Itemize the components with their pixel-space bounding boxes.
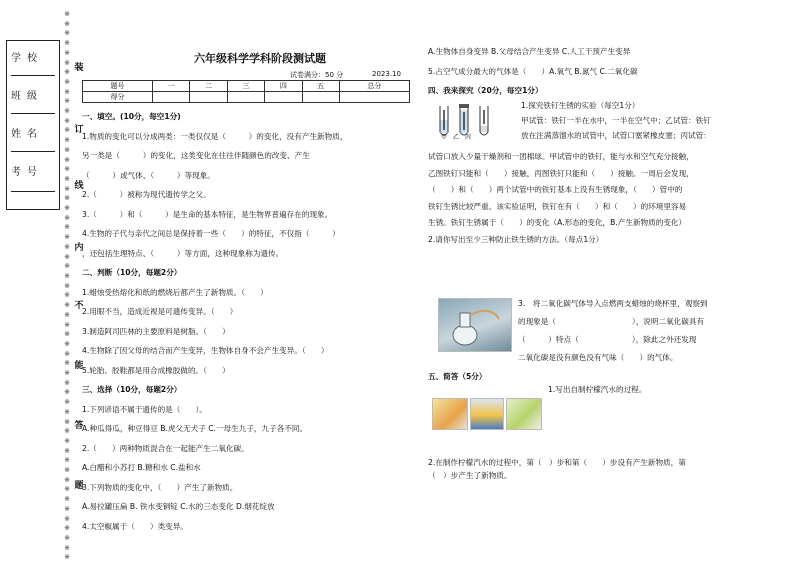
binding-star: ※ <box>64 252 70 261</box>
binding-star: ※ <box>64 194 70 203</box>
score-table-cell: 四 <box>265 81 302 92</box>
binding-star: ※ <box>64 10 70 18</box>
binding-star: ※ <box>64 504 70 513</box>
score-table-cell: 五 <box>302 81 339 92</box>
binding-star: ※ <box>64 417 70 426</box>
class-label: 班级 <box>11 91 43 102</box>
text-line: 2.用眼不当，造成近视是可遗传变异。（ ） <box>82 307 238 316</box>
text-line: 2.请你写出至少三种防止铁生锈的方法。（每点1分） <box>428 234 604 244</box>
binding-star: ※ <box>64 116 70 125</box>
binding-star: ※ <box>64 48 70 57</box>
school-field[interactable] <box>11 75 55 76</box>
text-line: 1.下列谚语不属于遗传的是（ ）。 <box>82 404 207 414</box>
binding-star: ※ <box>64 369 70 378</box>
binding-star: ※ <box>64 466 70 475</box>
exam-title: 六年级科学学科阶段测试题 <box>194 52 326 65</box>
text-line: 另一类是（ ）的变化，这类变化在往往伴随颜色的改变、产生 <box>82 151 310 160</box>
lemonade-photo-1 <box>432 398 468 430</box>
binding-char: 不 <box>74 301 84 311</box>
binding-star: ※ <box>64 553 70 562</box>
binding-star: ※ <box>64 310 70 319</box>
binding-star: ※ <box>64 281 70 290</box>
binding-star: ※ <box>64 291 70 300</box>
text-line: （ ）和（ ）两个试管中的铁钉基本上没有生锈现象，（ ）管中的 <box>428 185 683 194</box>
text-line: 生锈。铁钉生锈属于（ ）的变化（A.形态的变化，B.产生新物质的变化） <box>428 218 687 227</box>
text-line: A.生物体自身变异 B.父母结合产生变异 C.人工干预产生变异 <box>428 47 631 56</box>
text-line: 4.生物的子代与亲代之间总是保持着一些（ ）的特征，不仅指（ ） <box>82 229 340 238</box>
binding-star: ※ <box>64 233 70 242</box>
text-line: 1.探究铁钉生锈的实验（每空1分） <box>521 101 640 110</box>
text-line: 4.太空椒属于（ ）类变异。 <box>82 521 188 531</box>
text-line: 甲试管：铁钉一半在水中，一半在空气中；乙试管：铁钉 <box>521 116 711 125</box>
binding-star: ※ <box>64 204 70 213</box>
binding-star: ※ <box>64 349 70 358</box>
exam-number-label: 考号 <box>11 167 43 178</box>
text-line: 试管口放入少量干燥剂和一团棉球。甲试管中的铁钉，能与水和空气充分接触， <box>428 152 694 161</box>
score-input-cell[interactable] <box>227 92 264 103</box>
text-line: 1.蜡烛受热熔化和纸的燃烧后都产生了新物质。（ ） <box>82 287 268 297</box>
binding-star: ※ <box>64 136 70 145</box>
binding-char: 订 <box>74 125 84 135</box>
binding-star: ※ <box>64 407 70 416</box>
binding-char: 装 <box>74 63 84 73</box>
exam-date: 2023.10 <box>372 70 401 78</box>
binding-star: ※ <box>64 543 70 552</box>
binding-star: ※ <box>64 87 70 96</box>
text-line: A.种瓜得瓜，种豆得豆 B.虎父无犬子 C.一母生九子，九子各不同。 <box>82 424 308 433</box>
tube-labels: 甲 乙 丙 <box>441 134 472 141</box>
student-info-box <box>6 40 60 210</box>
binding-star: ※ <box>64 398 70 407</box>
text-line: 的现象是（ ），说明二氧化碳具有 <box>518 317 705 326</box>
score-table-cell: 二 <box>190 81 227 92</box>
binding-star: ※ <box>64 29 70 38</box>
text-line: A.易拉罐压扁 B. 铁水变铜锭 C.水的三态变化 D.烟花绽放 <box>82 502 275 511</box>
score-table-cell: 得分 <box>83 92 153 103</box>
binding-star: ※ <box>64 514 70 523</box>
binding-star: ※ <box>64 301 70 310</box>
binding-star: ※ <box>64 485 70 494</box>
binding-star: ※ <box>64 126 70 135</box>
binding-star: ※ <box>64 184 70 193</box>
section-5-heading: 五、简答（5分） <box>428 372 487 381</box>
binding-star: ※ <box>64 427 70 436</box>
binding-star: ※ <box>64 475 70 484</box>
score-input-cell[interactable] <box>302 92 339 103</box>
exam-number-field[interactable] <box>11 191 55 192</box>
binding-star: ※ <box>64 174 70 183</box>
text-line: 1.物质的变化可以分成两类：一类仅仅是（ ）的变化，没有产生新物质， <box>82 131 348 141</box>
binding-star: ※ <box>64 495 70 504</box>
binding-char: 线 <box>74 181 84 191</box>
school-label: 学校 <box>11 53 43 64</box>
text-line: 3.下列物质的变化中，（ ）产生了新物质。 <box>82 482 238 492</box>
text-line: 铁钉生锈比较严重。该实验证明，铁钉在有（ ）和（ ）的环境里容易 <box>428 201 687 211</box>
binding-star: ※ <box>64 262 70 271</box>
text-line: 一、填空。(10分，每空1分) <box>82 112 181 121</box>
beaker-icon <box>439 299 511 351</box>
binding-star: ※ <box>64 223 70 232</box>
score-table-score-row <box>83 92 410 103</box>
text-line: （ ）或气体、（ ）等现象。 <box>82 170 215 180</box>
lemonade-photo-2 <box>470 398 504 430</box>
binding-star: ※ <box>64 271 70 280</box>
binding-char: 答 <box>74 421 84 431</box>
text-line: A.白醋和小苏打 B.糖和水 C.盐和水 <box>82 463 201 472</box>
text-line: 乙图铁钉只能和（ ）接触，丙图铁钉只能和（ ）接触。一周后会发现， <box>428 168 694 178</box>
text-line: （ ）步产生了新物质。 <box>428 471 512 480</box>
text-line: ，还包括生理特点、（ ）等方面，这种现象称为遗传。 <box>82 248 284 258</box>
text-line: 2.（ ）两种物质混合在一起能产生二氧化碳。 <box>82 443 249 453</box>
score-input-cell[interactable] <box>153 92 190 103</box>
text-line: 3. 将二氧化碳气体导入点燃两支蜡烛的烧杯里，观察到 <box>518 299 708 308</box>
text-line: 5.轮胎、胶鞋都是用合成橡胶做的。（ ） <box>82 365 230 375</box>
binding-star: ※ <box>64 213 70 222</box>
co2-experiment-photo <box>438 298 512 352</box>
binding-char: 题 <box>74 481 84 491</box>
score-table-cell: 总分 <box>339 81 409 92</box>
binding-star: ※ <box>64 378 70 387</box>
binding-star: ※ <box>64 330 70 339</box>
text-line: 2.（ ）被称为现代遗传学之父。 <box>82 190 211 199</box>
binding-star: ※ <box>64 165 70 174</box>
lemonade-photo-3 <box>506 398 542 430</box>
class-field[interactable] <box>11 113 55 114</box>
score-input-cell[interactable] <box>265 92 302 103</box>
text-line: 4.生物除了因父母的结合而产生变异，生物体自身不会产生变异。（ ） <box>82 346 329 355</box>
binding-star: ※ <box>64 320 70 329</box>
text-line: 放在注满蒸馏水的试管中，试管口塞紧橡皮塞；丙试管： <box>521 131 711 140</box>
binding-star: ※ <box>64 359 70 368</box>
text-line: 四、我来探究（20分，每空1分） <box>428 86 543 95</box>
binding-star: ※ <box>64 436 70 445</box>
binding-star: ※ <box>64 68 70 77</box>
score-input-cell[interactable] <box>339 92 409 103</box>
binding-star: ※ <box>64 155 70 164</box>
score-table-cell: 题号 <box>83 81 153 92</box>
binding-star: ※ <box>64 446 70 455</box>
binding-star: ※ <box>64 533 70 542</box>
binding-star: ※ <box>64 524 70 533</box>
binding-star: ※ <box>64 97 70 106</box>
score-table <box>82 80 410 103</box>
binding-char: 内 <box>74 243 84 253</box>
binding-star: ※ <box>64 39 70 48</box>
text-line: 三、选择（10分，每题2分） <box>82 385 182 394</box>
binding-star: ※ <box>64 77 70 86</box>
binding-star-column <box>63 10 71 563</box>
binding-star: ※ <box>64 145 70 154</box>
text-line: 5.占空气成分最大的气体是（ ）A.氧气 B.氮气 C.二氧化碳 <box>428 66 638 76</box>
name-label: 姓名 <box>11 129 43 140</box>
score-table-cell: 一 <box>153 81 190 92</box>
text-line: 二、判断（10分，每题2分） <box>82 268 182 277</box>
binding-star: ※ <box>64 19 70 28</box>
binding-star: ※ <box>64 58 70 67</box>
full-score: 试卷满分：50 分 <box>290 71 344 79</box>
text-line: 2.在制作柠檬汽水的过程中，第（ ）步和第（ ）步设有产生新物质，第 <box>428 458 686 467</box>
binding-star: ※ <box>64 456 70 465</box>
binding-star: ※ <box>64 388 70 397</box>
text-line: （ ）特点（ ），除此之外还发现 <box>518 335 697 344</box>
score-table-cell: 三 <box>227 81 264 92</box>
binding-char: 能 <box>74 361 84 371</box>
score-input-cell[interactable] <box>190 92 227 103</box>
text-line: 3.制造阿司匹林的主要原料是树脂。（ ） <box>82 326 230 336</box>
binding-star: ※ <box>64 107 70 116</box>
text-line: 二氧化碳是没有颜色没有气味（ ）的气体。 <box>518 353 678 362</box>
score-table-header-row <box>83 81 410 92</box>
name-field[interactable] <box>11 151 55 152</box>
binding-star: ※ <box>64 339 70 348</box>
essay-question-1: 1.写出自制柠檬汽水的过程。 <box>548 385 647 394</box>
binding-star: ※ <box>64 242 70 251</box>
text-line: 3.（ ）和（ ）是生命的基本特征，是生物界普遍存在的现象。 <box>82 209 333 219</box>
